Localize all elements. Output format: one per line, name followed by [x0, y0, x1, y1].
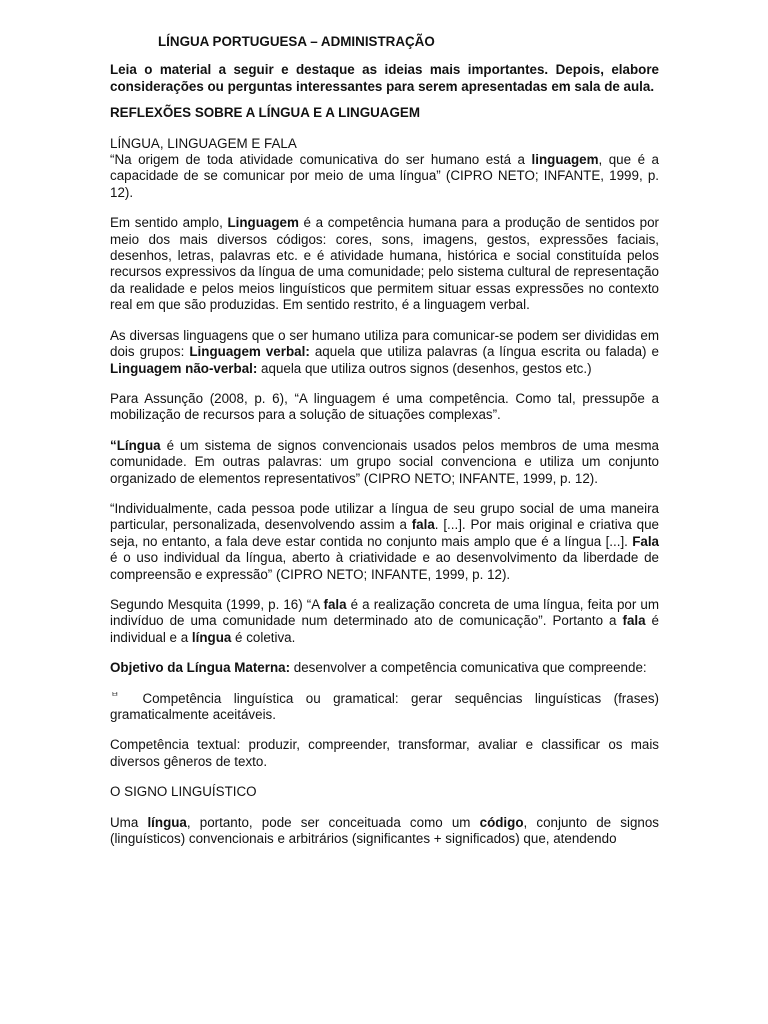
list-item-competencia-linguistica: ᄇ Competência linguística ou gramatical: gerar sequências linguísticas (frases) gramaticalmente aceitáveis. — [110, 690, 659, 722]
paragraph-sentido-amplo: Em sentido amplo, Linguagem é a competência humana para a produção de sentidos por meio dos mais diversos códigos: cores, sons, imagens, gestos, expressões faciais, desenhos, letras, palavras etc. e é atividade humana, histórica e social constituída pelos recursos expressivos da língua de uma comunidade; pelo sistema cultural de representação da realidade e pelos meios linguísticos que permitem situar essas expressões no contexto real em que são produzidas. Em sentido restrito, é a linguagem verbal. — [110, 215, 659, 313]
document-title: LÍNGUA PORTUGUESA – ADMINISTRAÇÃO — [158, 34, 435, 49]
subsection-title-signo: O SIGNO LINGUÍSTICO — [110, 784, 257, 800]
paragraph-assuncao: Para Assunção (2008, p. 6), “A linguagem é uma competência. Como tal, pressupõe a mobilização de recursos para a solução de situações complexas”. — [110, 390, 659, 423]
paragraph-signo: Uma língua, portanto, pode ser conceituada como um código, conjunto de signos (linguísticos) convencionais e arbitrários (significantes + significados) que, atendendo — [110, 814, 659, 847]
section-title: REFLEXÕES SOBRE A LÍNGUA E A LINGUAGEM — [110, 105, 420, 121]
paragraph-individualmente: “Individualmente, cada pessoa pode utilizar a língua de seu grupo social de uma maneira particular, personalizada, desenvolvendo assim a fala. [...]. Por mais original e criativa que seja, no entanto, a fala deve estar contida no conjunto mais amplo que é a língua [...]. Fala é o uso individual da língua, aberto à criatividade e ao desenvolvimento da liberdade de compreensão e expressão” (CIPRO NETO; INFANTE, 1999, p. 12). — [110, 500, 659, 582]
paragraph-linguagens: As diversas linguagens que o ser humano utiliza para comunicar-se podem ser divididas em dois grupos: Linguagem verbal: aquela que utiliza palavras (a língua escrita ou falada) e Linguagem não-verbal: aquela que utiliza outros signos (desenhos, gestos etc.) — [110, 327, 659, 376]
paragraph-lingua: “Língua é um sistema de signos convencionais usados pelos membros de uma mesma comunidade. Em outras palavras: um grupo social convenciona e utiliza um conjunto organizado de elementos representativos” (CIPRO NETO; INFANTE, 1999, p. 12). — [110, 437, 659, 486]
paragraph-objetivo: Objetivo da Língua Materna: desenvolver a competência comunicativa que compreende: — [110, 660, 647, 676]
paragraph-competencia-textual: Competência textual: produzir, compreender, transformar, avaliar e classificar os mais diversos gêneros de texto. — [110, 737, 659, 769]
subsection-title: LÍNGUA, LINGUAGEM E FALA — [110, 135, 297, 151]
paragraph-mesquita: Segundo Mesquita (1999, p. 16) “A fala é a realização concreta de uma língua, feita por um indivíduo de uma comunidade num determinado ato de comunicação”. Portanto a fala é individual e a língua é coletiva. — [110, 596, 659, 645]
instruction-paragraph: Leia o material a seguir e destaque as ideias mais importantes. Depois, elabore considerações ou perguntas interessantes para serem apresentadas em sala de aula. — [110, 62, 659, 94]
paragraph-linguagem-origem: “Na origem de toda atividade comunicativa do ser humano está a linguagem, que é a capacidade de se comunicar por meio de uma língua” (CIPRO NETO; INFANTE, 1999, p. 12). — [110, 152, 660, 200]
document-page — [110, 30, 659, 847]
bullet-icon: ᄇ — [110, 692, 120, 704]
